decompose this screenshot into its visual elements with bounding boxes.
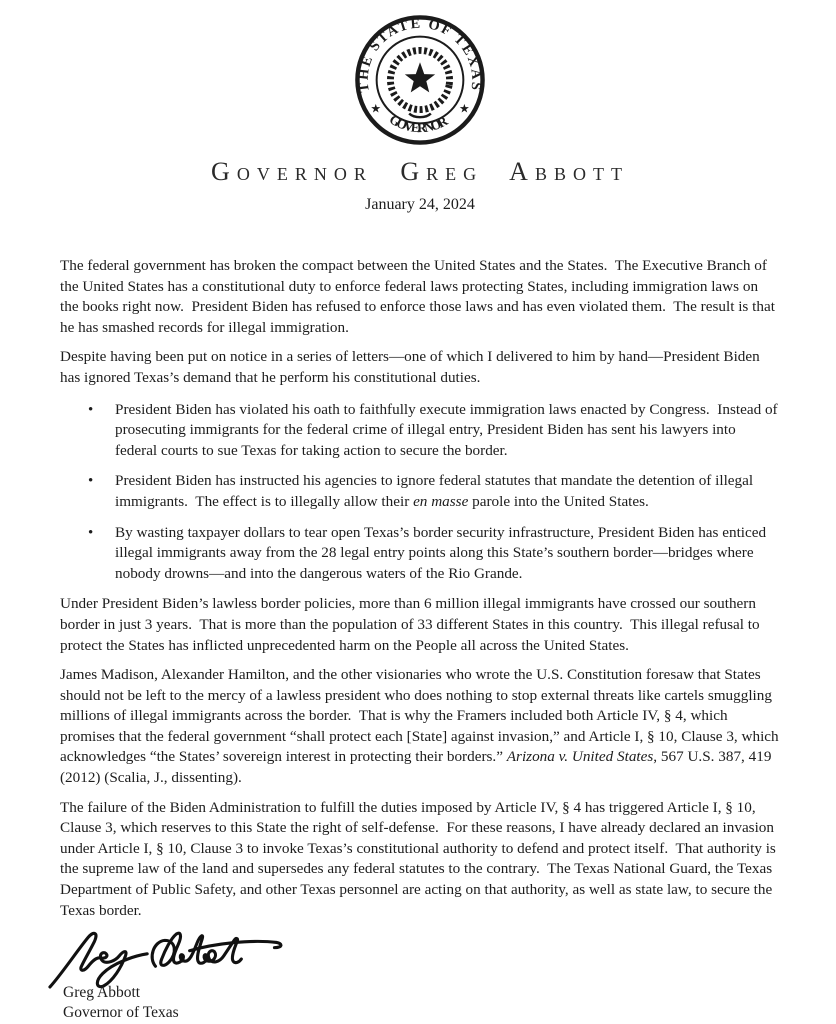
seal-center-star-icon: [405, 62, 435, 92]
paragraph-notice-letters: Despite having been put on notice in a series of letters—one of which I delivered to him by hand—President Biden has ignored Texas’s demand that he perform his constitutional duties.: [60, 348, 764, 386]
signature-image: [46, 929, 296, 989]
signature-block: [60, 929, 780, 1023]
bullet-marker: •: [88, 401, 94, 418]
seal-bottom-text: GOVERNOR: [386, 111, 452, 136]
paragraph-framers: James Madison, Alexander Hamilton, and the other visionaries who wrote the U.S. Constitution foresaw that States should not be left to the mercy of a lawless president who does nothing to stop external threats like cartels smuggling millions of illegal immigrants across the border. That is why the Framers included both Article IV, § 4, which promises that the federal government “shall protect each [State] against invasion,” and Article I, § 10, Clause 3, which acknowledges “the States’ sovereign interest in protecting their borders.” Arizona v. United States, 567 U.S. 387, 419 (2012) (Scalia, J., dissenting).: [60, 666, 783, 787]
seal-top-text: THE STATE OF TEXAS: [355, 15, 485, 94]
bullet-item-entry-points: [60, 523, 780, 585]
bullet-item-detention: [60, 471, 780, 512]
paragraph-six-million: Under President Biden’s lawless border policies, more than 6 million illegal immigrants have crossed our southern border in just 3 years. That is more than the population of 33 different States in this country. This illegal refusal to protect the States has inflicted unprecedented harm on the People all across the United States.: [60, 595, 764, 654]
bullet-text: President Biden has violated his oath to faithfully execute immigration laws enacted by Congress. Instead of prosecuting immigrants for the federal crime of illegal entry, President Biden has sent his lawyers into federal courts to sue Texas for taking action to secure the border.: [115, 400, 782, 459]
paragraph-compact-broken: The federal government has broken the compact between the United States and the States. The Executive Branch of the United States has a constitutional duty to enforce federal laws protecting States, including immigration laws on the books right now. President Biden has refused to enforce those laws and has even violated them. The result is that he has smashed records for illegal immigration.: [60, 257, 779, 336]
letter-date: January 24, 2024: [365, 196, 475, 213]
bullet-item-oath: [60, 400, 780, 462]
seal-right-star-icon: ★: [459, 101, 470, 116]
signatory-title: Governor of Texas: [63, 1004, 179, 1022]
letter-body: [60, 256, 783, 921]
bullet-marker: •: [88, 524, 94, 541]
paragraph-self-defense: The failure of the Biden Administration to fulfill the duties imposed by Article IV, § 4 has triggered Article I, § 10, Clause 3, which reserves to this State the right of self-defense. For these reasons, I have already declared an invasion under Article I, § 10, Clause 3 to invoke Texas’s constitutional authority to defend and protect itself. That authority is the supreme law of the land and supersedes any federal statutes to the contrary. The Texas National Guard, the Texas Department of Public Safety, and other Texas personnel are acting on that authority, as well as state law, to secure the Texas border.: [60, 798, 780, 919]
bullet-marker: •: [88, 473, 94, 490]
seal-left-star-icon: ★: [370, 101, 381, 116]
bullet-text: By wasting taxpayer dollars to tear open Texas’s border security infrastructure, President Biden has enticed illegal immigrants away from the 28 legal entry points along this State’s southern border—bridges where nobody drowns—and into the dangerous waters of the Rio Grande.: [115, 523, 770, 582]
signatory-name: Greg Abbott: [63, 984, 141, 1002]
svg-text:GOVERNOR: [387, 112, 451, 136]
letterhead-governor-name: Governor Greg Abbott: [211, 157, 629, 186]
seal-container: [60, 13, 780, 152]
bullet-text: President Biden has instructed his agencies to ignore federal statutes that mandate the detention of illegal immigrants. The effect is to illegally allow their en masse parole into the United States.: [115, 472, 757, 510]
bullet-list: [60, 400, 780, 585]
texas-governor-seal-icon: [353, 13, 487, 147]
